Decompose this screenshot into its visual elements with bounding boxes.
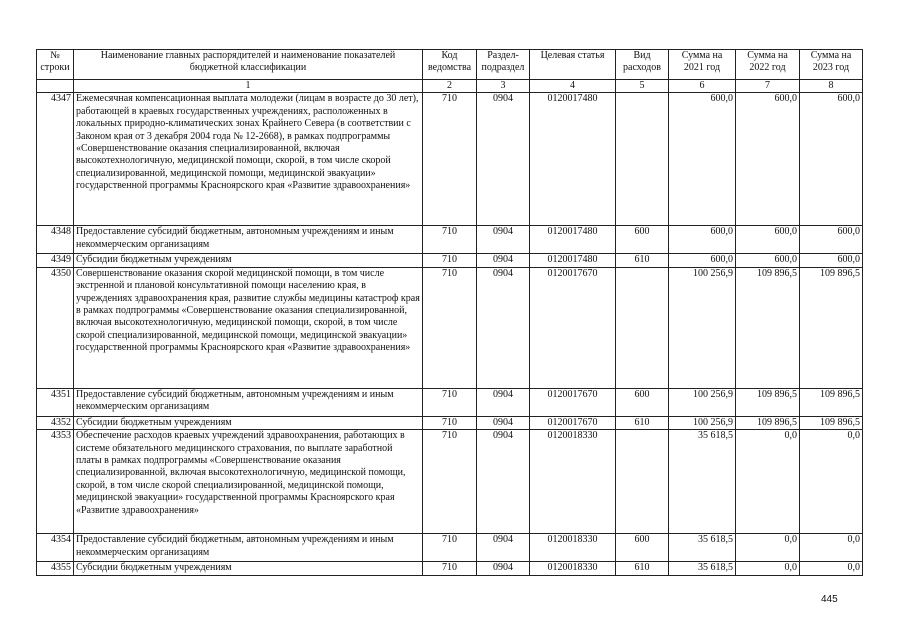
section-code: 0904 [477,534,530,562]
expense-type: 600 [616,226,669,254]
expense-type [616,93,669,226]
dept-code: 710 [423,93,477,226]
row-number: 4350 [37,267,74,388]
column-number: 4 [530,80,616,93]
sum-2023: 0,0 [800,562,863,575]
header-sum-2023: Сумма на 2023 год [800,50,863,80]
sum-2022: 0,0 [736,534,800,562]
item-name: Субсидии бюджетным учреждениям [74,416,423,429]
expense-type: 610 [616,254,669,267]
row-number: 4347 [37,93,74,226]
sum-2021: 600,0 [669,93,736,226]
sum-2022: 600,0 [736,254,800,267]
sum-2021: 100 256,9 [669,388,736,416]
table-row [37,226,863,254]
section-code: 0904 [477,267,530,388]
expense-type: 600 [616,534,669,562]
dept-code: 710 [423,388,477,416]
sum-2021: 600,0 [669,254,736,267]
column-number: 6 [669,80,736,93]
section-code: 0904 [477,254,530,267]
row-number: 4354 [37,534,74,562]
section-code: 0904 [477,388,530,416]
target-article: 0120018330 [530,562,616,575]
target-article: 0120017480 [530,93,616,226]
sum-2023: 600,0 [800,93,863,226]
section-code: 0904 [477,226,530,254]
sum-2023: 0,0 [800,430,863,534]
header-row [37,50,863,80]
expense-type [616,267,669,388]
sum-2023: 600,0 [800,254,863,267]
expense-type: 610 [616,562,669,575]
sum-2021: 600,0 [669,226,736,254]
column-number-row [37,80,863,93]
table-row [37,430,863,534]
row-number: 4355 [37,562,74,575]
target-article: 0120018330 [530,534,616,562]
target-article: 0120017480 [530,226,616,254]
header-name: Наименование главных распорядителей и наименование показателей бюджетной классификации [74,50,423,80]
table-row [37,254,863,267]
header-code: Код ведомства [423,50,477,80]
column-number: 5 [616,80,669,93]
table-row [37,93,863,226]
row-number: 4351 [37,388,74,416]
sum-2022: 109 896,5 [736,388,800,416]
section-code: 0904 [477,562,530,575]
sum-2022: 0,0 [736,430,800,534]
dept-code: 710 [423,254,477,267]
table-row [37,416,863,429]
sum-2023: 109 896,5 [800,416,863,429]
item-name: Предоставление субсидий бюджетным, автономным учреждениям и иным некоммерческим организациям [74,226,423,254]
dept-code: 710 [423,430,477,534]
sum-2021: 35 618,5 [669,562,736,575]
sum-2021: 35 618,5 [669,534,736,562]
column-number: 2 [423,80,477,93]
expense-type: 600 [616,388,669,416]
sum-2021: 100 256,9 [669,416,736,429]
row-number: 4348 [37,226,74,254]
target-article: 0120017670 [530,388,616,416]
sum-2022: 600,0 [736,226,800,254]
column-number: 1 [74,80,423,93]
header-sum-2022: Сумма на 2022 год [736,50,800,80]
item-name: Ежемесячная компенсационная выплата молодежи (лицам в возрасте до 30 лет), работающей в краевых государственных учреждениях, расположенных в локальных природно-климатических зонах Крайнего Севера (в соответствии с Законом края от 3 декабря 2004 года № 12-2668), в рамках подпрограммы «Совершенствование оказания специализированной, включая высокотехнологичную, медицинской помощи, скорой, в том числе скорой специализированной, медицинской помощи, медицинской эвакуации» государственной программы Красноярского края «Развитие здравоохранения» [74,93,423,226]
dept-code: 710 [423,267,477,388]
table-row [37,388,863,416]
column-number: 3 [477,80,530,93]
header-exp-type: Вид расходов [616,50,669,80]
sum-2022: 109 896,5 [736,416,800,429]
item-name: Субсидии бюджетным учреждениям [74,562,423,575]
table-row [37,267,863,388]
sum-2023: 109 896,5 [800,388,863,416]
column-number [37,80,74,93]
table-row [37,534,863,562]
sum-2023: 0,0 [800,534,863,562]
item-name: Предоставление субсидий бюджетным, автономным учреждениям и иным некоммерческим организациям [74,388,423,416]
sum-2023: 600,0 [800,226,863,254]
budget-table [36,49,863,576]
dept-code: 710 [423,534,477,562]
sum-2022: 600,0 [736,93,800,226]
expense-type: 610 [616,416,669,429]
header-section: Раздел-подраздел [477,50,530,80]
row-number: 4353 [37,430,74,534]
row-number: 4352 [37,416,74,429]
section-code: 0904 [477,93,530,226]
header-row-no: № строки [37,50,74,80]
target-article: 0120017670 [530,267,616,388]
item-name: Совершенствование оказания скорой медицинской помощи, в том числе экстренной и плановой консультативной помощи населению края, в учреждениях здравоохранения края, развитие службы медицины катастроф края в рамках подпрограммы «Совершенствование оказания специализированной, включая высокотехнологичную, медицинской помощи, скорой, в том числе скорой специализированной, медицинской помощи, медицинской эвакуации» государственной программы Красноярского края «Развитие здравоохранения» [74,267,423,388]
sum-2021: 100 256,9 [669,267,736,388]
row-number: 4349 [37,254,74,267]
section-code: 0904 [477,416,530,429]
page-number: 445 [821,594,838,605]
dept-code: 710 [423,562,477,575]
table-row [37,562,863,575]
expense-type [616,430,669,534]
target-article: 0120017480 [530,254,616,267]
item-name: Субсидии бюджетным учреждениям [74,254,423,267]
sum-2022: 0,0 [736,562,800,575]
column-number: 8 [800,80,863,93]
item-name: Обеспечение расходов краевых учреждений здравоохранения, работающих в системе обязательного медицинского страхования, по выплате заработной платы в рамках подпрограммы «Совершенствование оказания специализированной, включая высокотехнологичную, медицинской помощи, скорой, в том числе скорой специализированной, медицинской помощи, медицинской эвакуации» государственной программы Красноярского края «Развитие здравоохранения» [74,430,423,534]
header-target: Целевая статья [530,50,616,80]
target-article: 0120018330 [530,430,616,534]
sum-2022: 109 896,5 [736,267,800,388]
dept-code: 710 [423,416,477,429]
dept-code: 710 [423,226,477,254]
section-code: 0904 [477,430,530,534]
header-sum-2021: Сумма на 2021 год [669,50,736,80]
column-number: 7 [736,80,800,93]
target-article: 0120017670 [530,416,616,429]
sum-2021: 35 618,5 [669,430,736,534]
sum-2023: 109 896,5 [800,267,863,388]
item-name: Предоставление субсидий бюджетным, автономным учреждениям и иным некоммерческим организациям [74,534,423,562]
